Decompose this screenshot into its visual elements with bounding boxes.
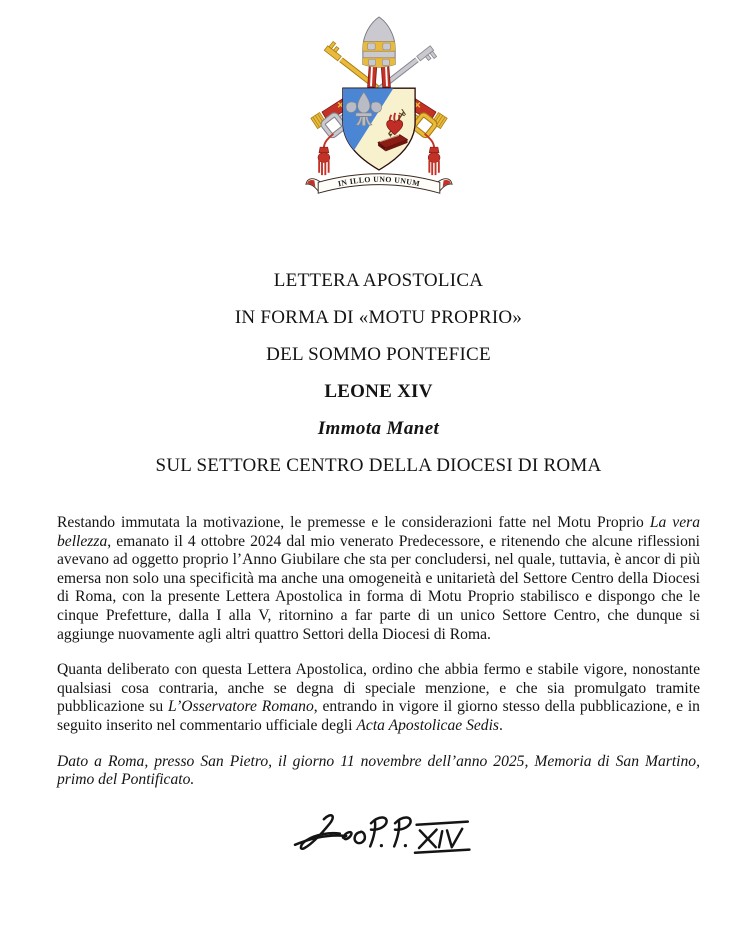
letter-body [57, 514, 700, 790]
text-segment: . [499, 716, 503, 734]
text-segment: Acta Apostolicae Sedis [356, 716, 500, 734]
document-latin-title: Immota Manet [317, 418, 440, 439]
signature-container [57, 807, 700, 870]
pontiff-line: DEL SOMMO PONTEFICE [266, 344, 491, 365]
papal-signature [287, 807, 471, 865]
dateline-paragraph [57, 753, 700, 790]
mitre-icon [360, 17, 396, 67]
text-segment: , entrando in vigore il giorno stesso della pubblicazione, e in seguito inserito nel commentario ufficiale degli [57, 698, 700, 734]
text-segment: L’Osservatore Romano [168, 698, 314, 716]
text-segment: La vera bellezza [57, 514, 701, 550]
pope-name: LEONE XIV [324, 381, 433, 402]
papal-coat-of-arms [303, 14, 455, 209]
body-paragraph-2 [57, 661, 700, 735]
text-segment: , emanato il 4 ottobre 2024 dal mio venerato Predecessore, e ritenendo che alcune riflessioni avevano ad oggetto proprio l’Anno Giubilare che sta per concludersi, nel quale, tuttavia, è ancor di più emersa non solo una specificità ma anche una omogeneità e unitarietà del Settore Centro della Diocesi di Roma, con la presente Lettera Apostolica in forma di Motu Proprio stabilisco e dispongo che le cinque Prefetture, dalla I alla V, ritornino a far parte di un unico Settore Centro, che dunque si aggiunge nuovamente agli altri quattro Settori della Diocesi di Roma. [57, 532, 700, 643]
body-paragraph-1 [57, 514, 700, 644]
coat-of-arms-motto: IN ILLO UNO UNUM [336, 174, 421, 189]
shield [339, 83, 415, 170]
title-block [57, 262, 700, 484]
document-subject: SUL SETTORE CENTRO DELLA DIOCESI DI ROMA [155, 455, 602, 476]
text-segment: Restando immutata la motivazione, le premesse e le considerazioni fatte nel Motu Proprio [57, 514, 650, 531]
crest-container [57, 14, 700, 214]
text-segment: Quanta deliberato con questa Lettera Apostolica, ordino che abbia fermo e stabile vigore, nonostante qualsiasi cosa contraria, anche se degna di speciale menzione, e che sia promulgato tramite pubblicazione su [57, 661, 700, 716]
motto-banner [305, 174, 451, 193]
motu-proprio-line: IN FORMA DI «MOTU PROPRIO» [234, 307, 523, 328]
document-type-line: LETTERA APOSTOLICA [273, 270, 484, 291]
text-segment: Dato a Roma, presso San Pietro, il giorno 11 novembre dell’anno 2025, Memoria di San Martino, primo del Pontificato. [57, 752, 700, 789]
